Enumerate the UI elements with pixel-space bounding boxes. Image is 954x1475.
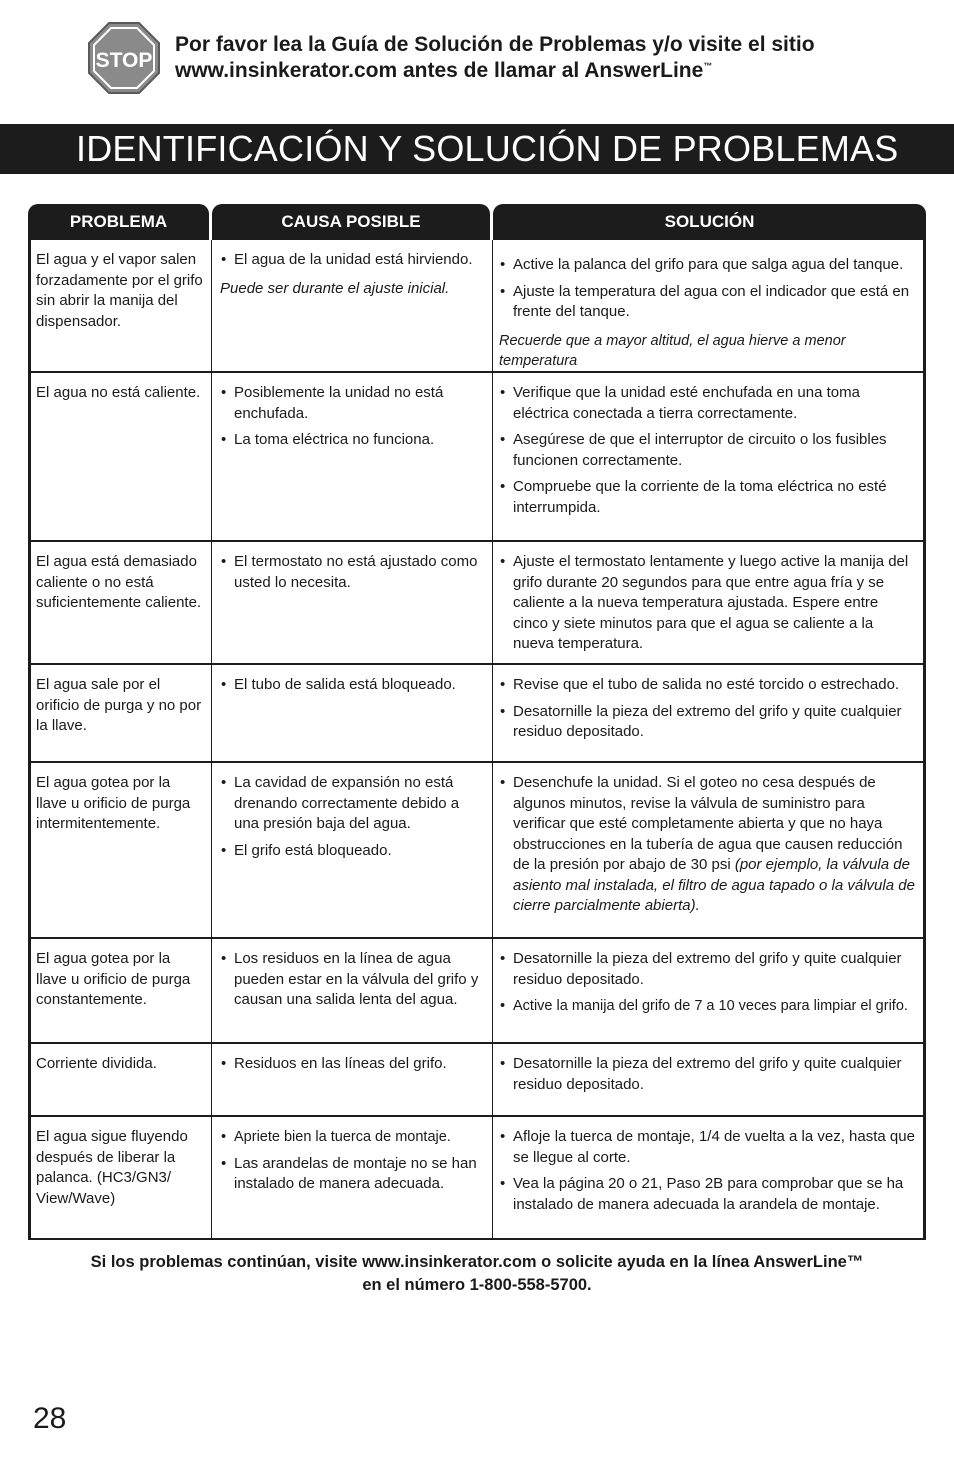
trademark-mark: ™ [703, 61, 713, 71]
cause-cell [212, 240, 493, 371]
footer-help-text [40, 1251, 914, 1297]
page-title: IDENTIFICACIÓN Y SOLUCIÓN DE PROBLEMAS [76, 128, 899, 169]
solution-item: • Asegúrese de que el interruptor de circuito o los fusibles funcionen correctamente. [499, 430, 917, 471]
solution-item: • Verifique que la unidad esté enchufada en una toma eléctrica conectada a tierra correctamente. [499, 383, 917, 424]
table-row [31, 371, 923, 540]
solution-item: • Vea la página 20 o 21, Paso 2B para comprobar que se ha instalado de manera adecuada la arandela de montaje. [499, 1174, 917, 1215]
solution-cell [493, 1044, 923, 1115]
table-row [31, 1115, 923, 1238]
problem-cell: El agua no está caliente. [31, 373, 212, 540]
footer-line-2: en el número 1-800-558-5700. [362, 1276, 592, 1294]
cause-item: • La toma eléctrica no funciona. [220, 430, 486, 451]
table-body [28, 240, 926, 1240]
cause-item: • Las arandelas de montaje no se han instalado de manera adecuada. [220, 1154, 486, 1195]
intro-text: Por favor lea la Guía de Solución de Problemas y/o visite el sitio www.insinkerator.com antes de llamar al AnswerLine [175, 33, 815, 82]
solution-text: Desenchufe la unidad. Si el goteo no cesa después de algunos minutos, revise la válvula de suministro para verificar que esté completamente abierta y que no haya obstrucciones en la tubería de agua que causen reducción de la presión por abajo de 30 psi [513, 774, 903, 873]
solution-item: • Revise que el tubo de salida no esté torcido o estrechado. [499, 675, 917, 696]
cause-cell [212, 939, 493, 1042]
column-header-solution: SOLUCIÓN [493, 204, 926, 240]
cause-item: • Residuos en las líneas del grifo. [220, 1054, 486, 1075]
solution-cell [493, 763, 923, 937]
solution-cell [493, 373, 923, 540]
solution-cell [493, 542, 923, 663]
problem-cell: Corriente dividida. [31, 1044, 212, 1115]
solution-item: • Desatornille la pieza del extremo del grifo y quite cualquier residuo depositado. [499, 702, 917, 743]
solution-item: • Afloje la tuerca de montaje, 1/4 de vuelta a la vez, hasta que se llegue al corte. [499, 1127, 917, 1168]
table-header [28, 204, 926, 240]
solution-item [499, 773, 917, 917]
solution-item: • Active la palanca del grifo para que salga agua del tanque. [499, 255, 917, 276]
page-number: 28 [33, 1402, 67, 1435]
solution-italic-note: (por ejemplo, la válvula de asiento mal instalada, el filtro de agua tapado o la válvula de cierre parcialmente abierta). [513, 856, 915, 914]
cause-item: • Los residuos en la línea de agua pueden estar en la válvula del grifo y causan una salida lenta del agua. [220, 949, 486, 1011]
cause-item: • El tubo de salida está bloqueado. [220, 675, 486, 696]
problem-cell: El agua gotea por la llave u orificio de purga intermitentemente. [31, 763, 212, 937]
cause-cell [212, 763, 493, 937]
solution-item: • Desatornille la pieza del extremo del grifo y quite cualquier residuo depositado. [499, 1054, 917, 1095]
solution-item: • Ajuste el termostato lentamente y luego active la manija del grifo durante 20 segundos para que entre agua fría y se caliente a la nueva temperatura ajustada. Espere entre cinco y siete minutos para que el agua se caliente a la nueva temperatura. [499, 552, 917, 655]
cause-item: • La cavidad de expansión no está drenando correctamente debido a una presión baja del agua. [220, 773, 486, 835]
solution-note: Recuerde que a mayor altitud, el agua hierve a menor temperatura [499, 332, 846, 369]
solution-item: • Desatornille la pieza del extremo del grifo y quite cualquier residuo depositado. [499, 949, 917, 990]
solution-item: • Ajuste la temperatura del agua con el indicador que está en frente del tanque. [499, 282, 917, 323]
stop-sign-text: STOP [95, 49, 153, 72]
troubleshooting-table [28, 204, 926, 1240]
column-header-problem: PROBLEMA [28, 204, 209, 240]
solution-item: • Compruebe que la corriente de la toma eléctrica no esté interrumpida. [499, 477, 917, 518]
cause-item: • El agua de la unidad está hirviendo. [220, 250, 486, 271]
problem-cell: El agua y el vapor salen forzadamente por el grifo sin abrir la manija del dispensador. [31, 240, 212, 371]
cause-cell [212, 373, 493, 540]
cause-cell [212, 665, 493, 761]
cause-cell [212, 1117, 493, 1238]
cause-note: Puede ser durante el ajuste inicial. [220, 279, 450, 297]
table-row [31, 540, 923, 663]
title-banner [0, 124, 954, 174]
cause-item: • El grifo está bloqueado. [220, 841, 486, 862]
solution-cell [493, 1117, 923, 1238]
cause-item: • El termostato no está ajustado como usted lo necesita. [220, 552, 486, 593]
cause-cell [212, 542, 493, 663]
solution-item: • Active la manija del grifo de 7 a 10 veces para limpiar el grifo. [499, 996, 917, 1017]
problem-cell: El agua sale por el orificio de purga y no por la llave. [31, 665, 212, 761]
cause-cell [212, 1044, 493, 1115]
table-row [31, 761, 923, 937]
problem-cell: El agua gotea por la llave u orificio de purga constantemente. [31, 939, 212, 1042]
intro-notice [175, 32, 915, 84]
stop-sign-icon [88, 22, 160, 94]
solution-cell [493, 665, 923, 761]
problem-cell: El agua está demasiado caliente o no está suficientemente caliente. [31, 542, 212, 663]
column-header-cause: CAUSA POSIBLE [212, 204, 490, 240]
cause-item: • Posiblemente la unidad no está enchufada. [220, 383, 486, 424]
table-row [31, 663, 923, 761]
solution-cell [493, 240, 923, 371]
solution-cell [493, 939, 923, 1042]
footer-line-1: Si los problemas continúan, visite www.insinkerator.com o solicite ayuda en la línea AnswerLine™ [90, 1253, 864, 1271]
table-row [31, 1042, 923, 1115]
problem-cell: El agua sigue fluyendo después de liberar la palanca. (HC3/GN3/ View/Wave) [31, 1117, 212, 1238]
cause-item: • Apriete bien la tuerca de montaje. [220, 1127, 486, 1148]
table-row [31, 240, 923, 371]
table-row [31, 937, 923, 1042]
